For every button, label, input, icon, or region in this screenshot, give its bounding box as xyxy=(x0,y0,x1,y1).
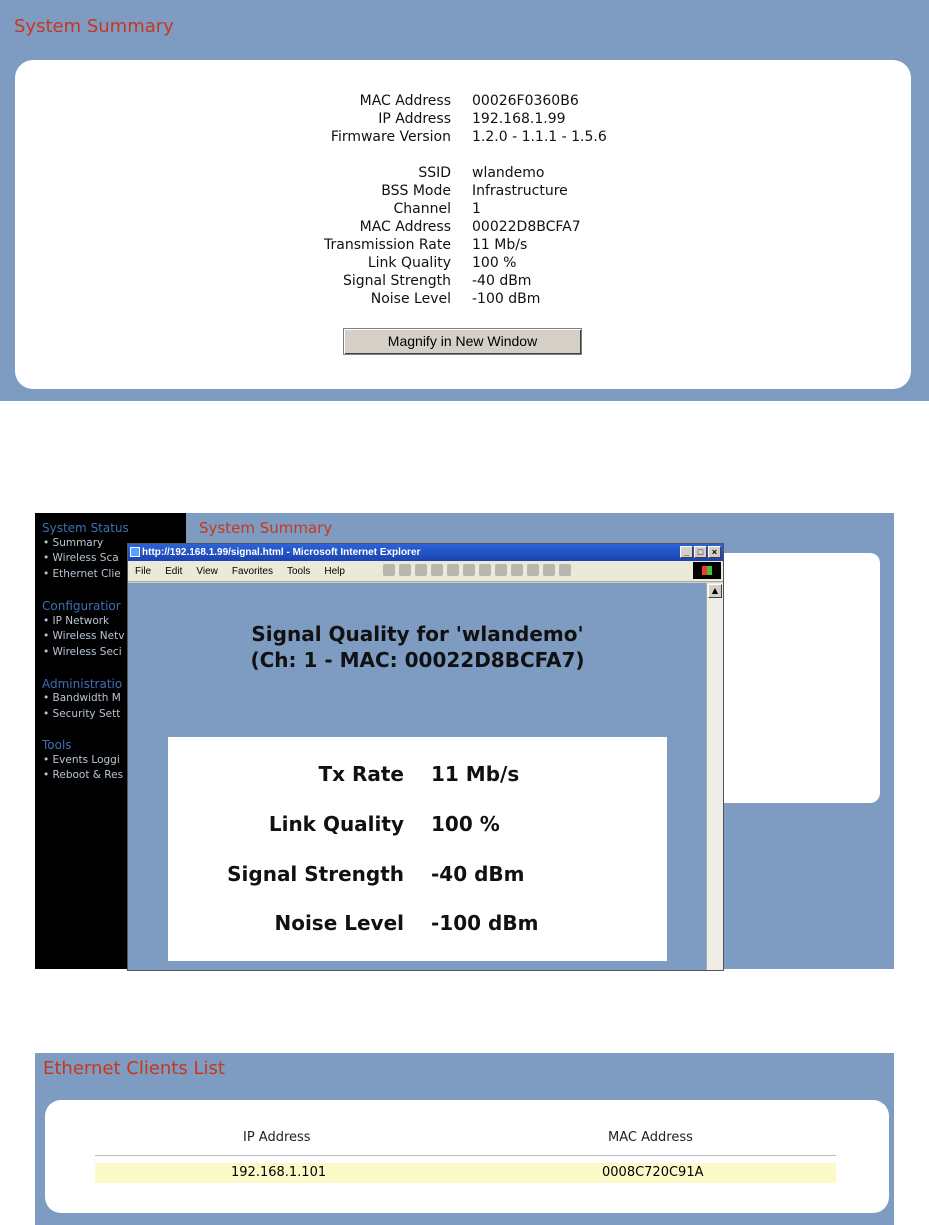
signal-label: Noise Level xyxy=(274,911,404,935)
sidebar-item-summary[interactable]: • Summary xyxy=(43,537,104,549)
sidebar-item-reboot[interactable]: • Reboot & Res xyxy=(43,769,124,781)
sidebar-item-label: Summary xyxy=(52,537,104,549)
search-icon[interactable] xyxy=(463,564,475,576)
refresh-icon[interactable] xyxy=(431,564,443,576)
signal-value: 11 Mb/s xyxy=(431,762,520,786)
sidebar-item-bandwidth[interactable]: • Bandwidth M xyxy=(43,692,121,704)
menu-help[interactable]: Help xyxy=(324,565,345,577)
divider xyxy=(95,1155,836,1156)
magnify-screenshot xyxy=(35,513,894,969)
menu-file[interactable]: File xyxy=(135,565,152,577)
info-label: Link Quality xyxy=(367,255,451,271)
sidebar-item-label: Security Sett xyxy=(52,708,121,720)
signal-quality-card xyxy=(168,737,667,961)
info-row xyxy=(15,201,911,219)
signal-label: Tx Rate xyxy=(318,762,404,786)
browser-content xyxy=(128,583,707,970)
sidebar-item-label: Wireless Seci xyxy=(52,646,122,658)
discuss-icon[interactable] xyxy=(559,564,571,576)
sidebar-item-wireless-security[interactable]: • Wireless Seci xyxy=(43,646,122,658)
cell-mac: 0008C720C91A xyxy=(602,1165,704,1180)
sidebar-item-ethernet-clients[interactable]: • Ethernet Clie xyxy=(43,568,121,580)
sidebar-item-events-logging[interactable]: • Events Loggi xyxy=(43,754,120,766)
sidebar-item-label: Wireless Sca xyxy=(52,552,119,564)
page-title: System Summary xyxy=(199,519,333,537)
history-icon[interactable] xyxy=(495,564,507,576)
column-header-ip: IP Address xyxy=(243,1130,311,1145)
table-row xyxy=(95,1163,836,1183)
browser-window xyxy=(127,543,724,971)
info-row xyxy=(15,255,911,273)
windows-logo-icon xyxy=(693,562,721,579)
window-title: http://192.168.1.99/signal.html - Microsoft Internet Explorer xyxy=(142,547,421,558)
info-label: MAC Address xyxy=(359,93,451,109)
info-value: wlandemo xyxy=(472,165,545,181)
menu-edit[interactable]: Edit xyxy=(165,565,183,577)
sidebar-item-ip-network[interactable]: • IP Network xyxy=(43,615,110,627)
info-label: Signal Strength xyxy=(342,273,451,289)
close-icon[interactable]: × xyxy=(708,546,721,558)
edit-icon[interactable] xyxy=(543,564,555,576)
info-label: IP Address xyxy=(378,111,451,127)
heading-line: (Ch: 1 - MAC: 00022D8BCFA7) xyxy=(250,648,585,672)
sidebar-heading: Configuratior xyxy=(42,599,121,613)
menu-tools[interactable]: Tools xyxy=(286,565,311,577)
signal-value: -100 dBm xyxy=(431,911,539,935)
summary-info xyxy=(15,93,911,309)
scroll-up-icon[interactable]: ▲ xyxy=(708,584,722,598)
sidebar-item-security-settings[interactable]: • Security Sett xyxy=(43,708,121,720)
info-row xyxy=(15,237,911,255)
info-row xyxy=(15,291,911,309)
info-label: Channel xyxy=(393,201,451,217)
info-row xyxy=(15,183,911,201)
signal-label: Link Quality xyxy=(268,812,404,836)
window-controls xyxy=(680,546,721,558)
signal-value: 100 % xyxy=(431,812,500,836)
sidebar-item-label: Events Loggi xyxy=(52,754,120,766)
info-value: 100 % xyxy=(472,255,517,271)
info-value: -40 dBm xyxy=(472,273,532,289)
magnify-button[interactable]: Magnify in New Window xyxy=(343,328,582,355)
heading-line: Signal Quality for 'wlandemo' xyxy=(251,622,584,646)
info-value: 11 Mb/s xyxy=(472,237,528,253)
window-titlebar[interactable] xyxy=(128,544,723,561)
vertical-scrollbar[interactable] xyxy=(706,583,723,970)
info-row xyxy=(15,111,911,129)
menu-view[interactable]: View xyxy=(196,565,218,577)
info-value: -100 dBm xyxy=(472,291,541,307)
back-icon[interactable] xyxy=(383,564,395,576)
info-label: Firmware Version xyxy=(330,129,451,145)
signal-label: Signal Strength xyxy=(227,862,404,886)
info-label: Transmission Rate xyxy=(324,237,451,253)
stop-icon[interactable] xyxy=(415,564,427,576)
summary-card xyxy=(15,60,911,389)
menu-bar xyxy=(128,561,723,582)
mail-icon[interactable] xyxy=(511,564,523,576)
ie-icon xyxy=(130,547,140,557)
menu-favorites[interactable]: Favorites xyxy=(231,565,273,577)
toolbar xyxy=(383,564,571,576)
info-label: BSS Mode xyxy=(381,183,451,199)
summary-card xyxy=(715,553,880,803)
minimize-icon[interactable]: _ xyxy=(680,546,693,558)
cell-ip: 192.168.1.101 xyxy=(231,1165,327,1180)
sidebar-heading: Administratio xyxy=(42,677,123,691)
info-value: 1 xyxy=(472,201,481,217)
sidebar-item-label: Bandwidth M xyxy=(52,692,121,704)
info-row xyxy=(15,93,911,111)
info-value: 192.168.1.99 xyxy=(472,111,566,127)
ethernet-card xyxy=(45,1100,889,1213)
info-row xyxy=(15,273,911,291)
sidebar-item-label: IP Network xyxy=(52,615,110,627)
info-row xyxy=(15,165,911,183)
info-value: Infrastructure xyxy=(472,183,568,199)
home-icon[interactable] xyxy=(447,564,459,576)
info-row xyxy=(15,129,911,147)
signal-quality-heading xyxy=(128,621,707,673)
maximize-icon[interactable]: □ xyxy=(694,546,707,558)
favorites-icon[interactable] xyxy=(479,564,491,576)
column-header-mac: MAC Address xyxy=(608,1130,693,1145)
sidebar-item-label: Wireless Netv xyxy=(52,630,125,642)
sidebar-heading: System Status xyxy=(42,521,129,535)
print-icon[interactable] xyxy=(527,564,539,576)
ethernet-clients-panel xyxy=(35,1053,894,1225)
info-value: 00026F0360B6 xyxy=(472,93,579,109)
sidebar-item-label: Reboot & Res xyxy=(52,769,124,781)
sidebar-item-label: Ethernet Clie xyxy=(52,568,121,580)
signal-value: -40 dBm xyxy=(431,862,525,886)
info-value: 1.2.0 - 1.1.1 - 1.5.6 xyxy=(472,129,607,145)
spacer xyxy=(15,147,911,165)
sidebar-item-wireless-scan[interactable]: • Wireless Sca xyxy=(43,552,119,564)
page-title: System Summary xyxy=(14,16,174,37)
info-label: SSID xyxy=(418,165,451,181)
info-value: 00022D8BCFA7 xyxy=(472,219,581,235)
info-row xyxy=(15,219,911,237)
page-title: Ethernet Clients List xyxy=(43,1058,225,1079)
info-label: Noise Level xyxy=(370,291,451,307)
info-label: MAC Address xyxy=(359,219,451,235)
sidebar-heading: Tools xyxy=(42,738,72,752)
forward-icon[interactable] xyxy=(399,564,411,576)
sidebar-item-wireless-network[interactable]: • Wireless Netv xyxy=(43,630,125,642)
system-summary-panel xyxy=(0,0,929,401)
